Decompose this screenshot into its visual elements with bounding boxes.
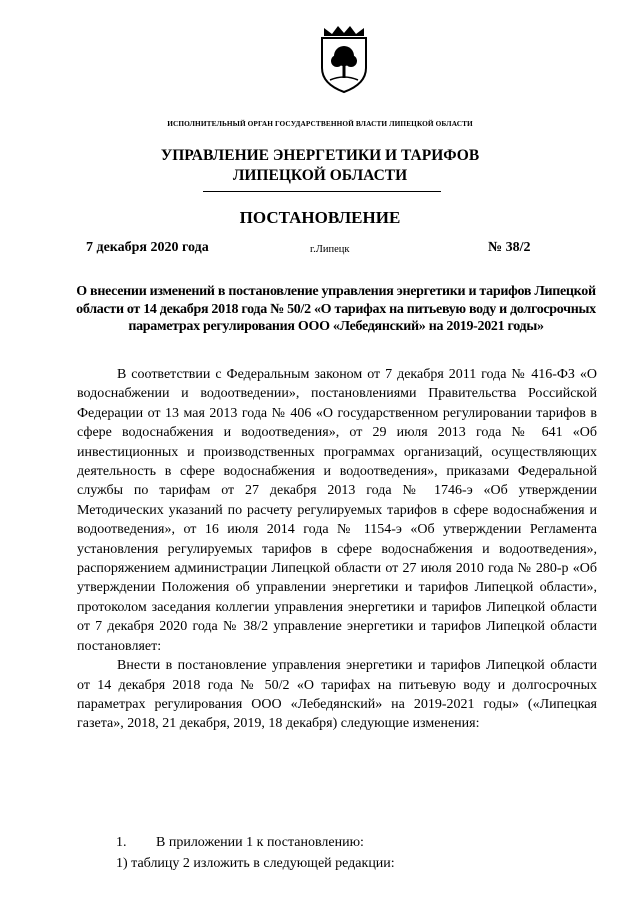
authority-line: ИСПОЛНИТЕЛЬНЫЙ ОРГАН ГОСУДАРСТВЕННОЙ ВЛАСТИ ЛИПЕЦКОЙ ОБЛАСТИ <box>167 119 473 128</box>
list-item-number: 1. <box>116 835 127 850</box>
resolution-paragraph: Внести в постановление управления энергетики и тарифов Липецкой области от 14 декабря 2018 года № 50/2 «О тарифах на питьевую воду и долгосрочных параметрах регулирования ООО «Лебедянский» на 2019-2021 годы» («Липецкая газета», 2018, 21 декабря, 2019, 18 декабря) следующие изменения: <box>77 658 597 732</box>
sub-item: 1) таблицу 2 изложить в следующей редакции: <box>116 856 395 871</box>
department-name-line2: ЛИПЕЦКОЙ ОБЛАСТИ <box>232 167 408 184</box>
document-date: 7 декабря 2020 года <box>86 240 209 255</box>
list-item <box>116 835 364 851</box>
document-type: ПОСТАНОВЛЕНИЕ <box>239 208 401 227</box>
preamble-paragraph: В соответствии с Федеральным законом от 7 декабря 2011 года № 416-ФЗ «О водоснабжении и водоотведении», постановлениями Правительства Российской Федерации от 13 мая 2013 года № 406 «О государственном регулировании тарифов в сфере водоснабжения и водоотведения», от 29 июля 2013 года № 641 «Об инвестиционных и производственных программах организаций, осуществляющих деятельность в сфере водоснабжения и водоотведения», приказами Федеральной службы по тарифам от 27 декабря 2013 года № 1746-э «Об утверждении Методических указаний по расчету регулируемых тарифов в сфере водоснабжения и водоотведения», от 16 июля 2014 года № 1154-э «Об утверждении Регламента установления регулируемых тарифов в сфере водоснабжения и водоотведения», распоряжением администрации Липецкой области от 27 июля 2010 года № 280-р «Об утверждении Положения об управлении энергетики и тарифов Липецкой области», протоколом заседания коллегии управления энергетики и тарифов Липецкой области от 7 декабря 2020 года № 38/2 управление энергетики и тарифов Липецкой области постановляет: <box>77 367 597 654</box>
header-divider <box>203 191 441 192</box>
list-item-text: В приложении 1 к постановлению: <box>156 835 364 850</box>
coat-of-arms-icon <box>318 24 370 96</box>
department-name <box>80 146 560 186</box>
document-number: № 38/2 <box>488 240 531 255</box>
document-city: г.Липецк <box>310 244 350 255</box>
document-body <box>77 365 597 734</box>
department-name-line1: УПРАВЛЕНИЕ ЭНЕРГЕТИКИ И ТАРИФОВ <box>160 147 480 164</box>
document-subject: О внесении изменений в постановление управления энергетики и тарифов Липецкой области от 14 декабря 2018 года № 50/2 «О тарифах на питьевую воду и долгосрочных параметрах регулирования ООО «Лебедянский» на 2019-2021 годы» <box>76 284 596 334</box>
